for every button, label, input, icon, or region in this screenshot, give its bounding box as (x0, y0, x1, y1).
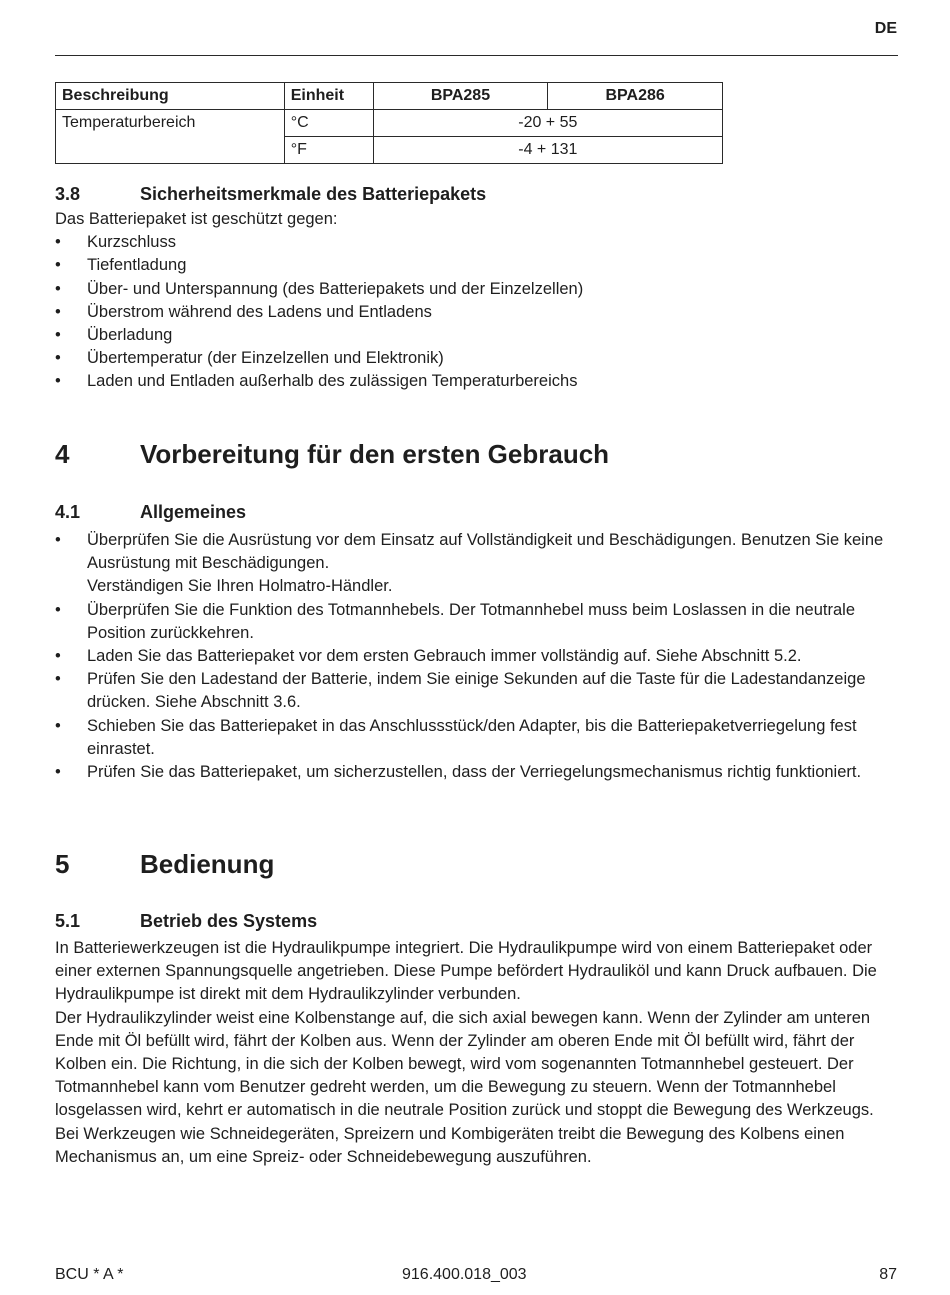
chapter-5-heading (55, 849, 898, 880)
list-item: • Kurzschluss (55, 231, 898, 254)
value-cell: -4 + 131 (373, 137, 722, 164)
intro-text: Das Batteriepaket ist geschützt gegen: (55, 210, 338, 228)
list-item: • Laden und Entladen außerhalb des zulässigen Temperaturbereichs (55, 370, 898, 393)
unit-cell: °F (284, 137, 373, 164)
protection-list (55, 231, 898, 393)
list-item: • Übertemperatur (der Einzelzellen und Elektronik) (55, 347, 898, 370)
chapter-number: 4 (55, 439, 70, 469)
section-title: Sicherheitsmerkmale des Batteriepakets (140, 184, 487, 204)
footer-page-number: 87 (879, 1266, 897, 1283)
list-item: • Prüfen Sie das Batteriepaket, um sicherzustellen, dass der Verriegelungsmechanismus richtig funktioniert. (55, 761, 898, 784)
chapter-4-heading (55, 439, 898, 470)
language-code: DE (874, 20, 897, 37)
header-rule (55, 55, 898, 56)
table-row (56, 110, 723, 137)
chapter-title: Vorbereitung für den ersten Gebrauch (140, 439, 610, 469)
section-4-1 (55, 502, 898, 784)
list-item: • Überladung (55, 324, 898, 347)
chapter-title: Bedienung (140, 849, 275, 879)
list-item: • Laden Sie das Batteriepaket vor dem ersten Gebrauch immer vollständig auf. Siehe Abschnitt 5.2. (55, 645, 898, 668)
section-heading (55, 911, 898, 932)
section-title: Allgemeines (140, 502, 247, 522)
list-item (55, 529, 898, 599)
section-3-8 (55, 184, 898, 394)
col-header-unit: Einheit (284, 83, 373, 110)
section-number: 5.1 (55, 911, 81, 931)
section-title: Betrieb des Systems (140, 911, 318, 931)
spec-table (55, 82, 723, 164)
chapter-number: 5 (55, 849, 70, 879)
section-number: 4.1 (55, 502, 81, 522)
section-heading (55, 184, 898, 205)
footer-model: BCU * A * (55, 1266, 124, 1283)
section-heading (55, 502, 898, 523)
table-row (56, 137, 723, 164)
list-item: • Tiefentladung (55, 254, 898, 277)
list-item: • Prüfen Sie den Ladestand der Batterie, indem Sie einige Sekunden auf die Taste für die Ladestandanzeige drücken. Siehe Abschnitt 3.6. (55, 668, 898, 714)
list-item-note: Verständigen Sie Ihren Holmatro-Händler. (87, 577, 393, 596)
preparation-list (55, 529, 898, 784)
col-header-description: Beschreibung (56, 83, 285, 110)
paragraph: In Batteriewerkzeugen ist die Hydraulikpumpe integriert. Die Hydraulikpumpe wird von einem Batteriepaket oder einer externen Spannungsquelle angetrieben. Diese Pumpe befördert Hydrauliköl und kann Druck aufbauen. Die Hydraulikpumpe ist direkt mit dem Hydraulikzylinder verbunden. (55, 939, 877, 1004)
list-item: • Schieben Sie das Batteriepaket in das Anschlussstück/den Adapter, bis die Batteriepaketverriegelung fest einrastet. (55, 715, 898, 761)
table-header-row (56, 83, 723, 110)
list-item: • Über- und Unterspannung (des Batteriepakets und der Einzelzellen) (55, 278, 898, 301)
section-5-1 (55, 911, 898, 1169)
value-cell: -20 + 55 (373, 110, 722, 137)
row-label: Temperaturbereich (56, 110, 285, 137)
list-item: • Überprüfen Sie die Funktion des Totmannhebels. Der Totmannhebel muss beim Loslassen in die neutrale Position zurückkehren. (55, 599, 898, 645)
col-header-bpa285: BPA285 (373, 83, 548, 110)
footer-document-number: 916.400.018_003 (402, 1266, 527, 1283)
unit-cell: °C (284, 110, 373, 137)
list-item: • Überstrom während des Ladens und Entladens (55, 301, 898, 324)
list-item-text: Überprüfen Sie die Ausrüstung vor dem Einsatz auf Vollständigkeit und Beschädigungen. Benutzen Sie keine Ausrüstung mit Beschädigungen. (87, 531, 884, 573)
paragraph: Bei Werkzeugen wie Schneidegeräten, Spreizern und Kombigeräten treibt die Bewegung des Kolbens einen Mechanismus an, um eine Spreiz- oder Schneidebewegung auszuführen. (55, 1124, 845, 1166)
paragraph: Der Hydraulikzylinder weist eine Kolbenstange auf, die sich axial bewegen kann. Wenn der Zylinder am unteren Ende mit Öl befüllt wird, fährt der Kolben aus. Wenn der Zylinder am oberen Ende mit Öl befüllt wird, fährt der Kolben ein. Die Richtung, in die sich der Kolben bewegt, wird vom sogenannten Totmannhebel gesteuert. Der Totmannhebel kann vom Benutzer gedreht werden, um die Bewegung zu steuern. Wenn der Totmannhebel losgelassen wird, kehrt er automatisch in die neutrale Position zurück und stoppt die Bewegung des Werkzeugs. (55, 1008, 874, 1120)
col-header-bpa286: BPA286 (548, 83, 723, 110)
row-label-empty (56, 137, 285, 164)
section-number: 3.8 (55, 184, 81, 204)
